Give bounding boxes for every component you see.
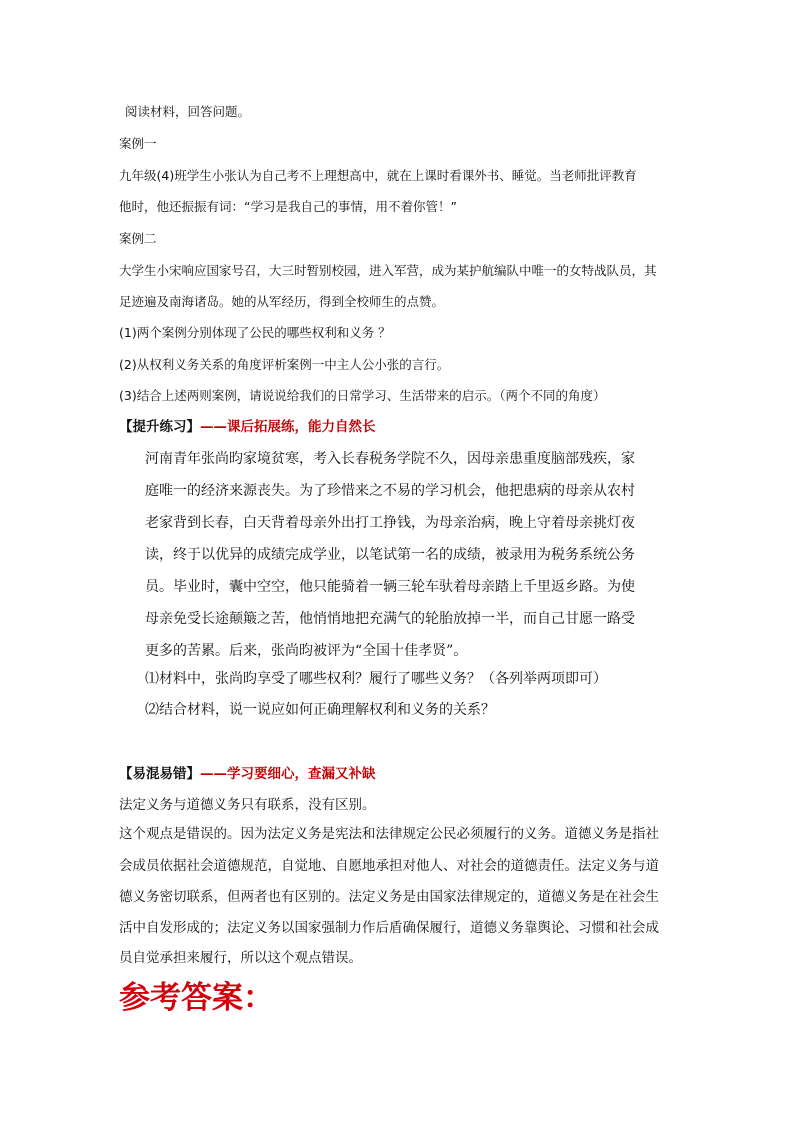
story-question-2: ⑵结合材料，说一说应如何正确理解权利和义务的关系？: [145, 702, 495, 718]
answer-heading: 参考答案：: [119, 980, 274, 1016]
case2-title: 案例二: [119, 231, 157, 246]
question-3: (3)结合上述两则案例，请说说给我们的日常学习、生活带来的启示。（两个不同的角度）: [119, 388, 606, 403]
case2-line-2: 足迹遍及南海诸岛。她的从军经历，得到全校师生的点赞。: [119, 294, 445, 309]
story-line-2: 庭唯一的经济来源丧失。为了珍惜来之不易的学习机会，他把患病的母亲从农村: [145, 483, 635, 499]
story-line-1: 河南青年张尚昀家境贫寒，考入长春税务学院不久，因母亲患重度脑部残疾，家: [145, 451, 635, 467]
section-heading-practice: [119, 415, 376, 435]
explanation-line-1: 这个观点是错误的。因为法定义务是宪法和法律规定公民必须履行的义务。道德义务是指社: [119, 826, 659, 842]
question-1: (1)两个案例分别体现了公民的哪些权利和义务 ？: [119, 325, 391, 340]
story-line-3: 老家背到长春，白天背着母亲外出打工挣钱，为母亲治病，晚上守着母亲挑灯夜: [145, 515, 635, 531]
explanation-line-3: 德义务密切联系，但两者也有区别的。法定义务是由国家法律规定的，道德义务是在社会生: [119, 889, 659, 905]
case1-line-1: 九年级(4)班学生小张认为自己考不上理想高中，就在上课时看课外书、睡觉。当老师批评教育: [119, 168, 637, 183]
section-subtitle: ——课后拓展练，能力自然长: [200, 419, 376, 435]
story-line-4: 读，终于以优异的成绩完成学业，以笔试第一名的成绩，被录用为税务系统公务: [145, 547, 635, 563]
story-line-6: 母亲免受长途颠簸之苦，他悄悄地把充满气的轮胎放掉一半，而自己甘愿一路受: [145, 611, 635, 627]
case1-line-2: 他时，他还振振有词：“学习是我自己的事情，用不着你管！”: [119, 199, 457, 214]
statement-text: 法定义务与道德义务只有联系，没有区别。: [119, 797, 376, 813]
explanation-line-5: 员自觉承担来履行，所以这个观点错误。: [119, 950, 362, 966]
explanation-line-4: 活中自发形成的；法定义务以国家强制力作后盾确保履行，道德义务靠舆论、习惯和社会成: [119, 920, 659, 936]
story-line-5: 员。毕业时，囊中空空，他只能骑着一辆三轮车驮着母亲踏上千里返乡路。为使: [145, 579, 635, 595]
case2-line-1: 大学生小宋响应国家号召，大三时暂别校园，进入军营，成为某护航编队中唯一的女特战队员，其: [119, 263, 657, 278]
story-line-7: 更多的苦累。后来，张尚昀被评为“全国十佳孝贤”。: [145, 643, 468, 659]
story-question-1: ⑴材料中，张尚昀享受了哪些权利？履行了哪些义务？（各列举两项即可）: [145, 671, 607, 687]
section-heading-confusing: [119, 762, 376, 782]
section-bracket: 【提升练习】: [119, 419, 200, 435]
section-bracket: 【易混易错】: [119, 766, 200, 782]
section-subtitle: ——学习要细心，查漏又补缺: [200, 766, 376, 782]
explanation-line-2: 会成员依据社会道德规范，自觉地、自愿地承担对他人、对社会的道德责任。法定义务与道: [119, 858, 659, 874]
question-2: (2)从权利义务关系的角度评析案例一中主人公小张的言行。: [119, 357, 450, 372]
case1-title: 案例一: [119, 136, 157, 151]
intro-text: 阅读材料，回答问题。: [125, 104, 251, 119]
